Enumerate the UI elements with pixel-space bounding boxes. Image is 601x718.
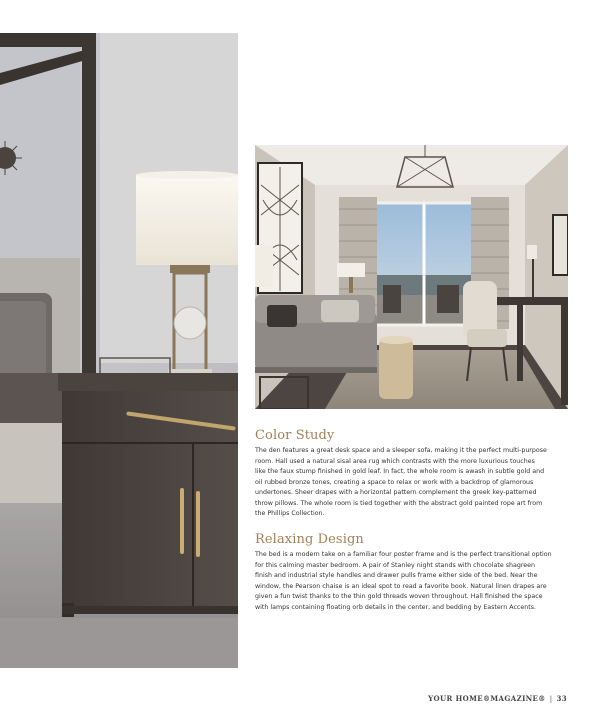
body-line: the Phillips Collection. bbox=[255, 510, 325, 517]
body-line: given a fun twist thanks to the thin gold threads woven throughout. Hall finished the space bbox=[255, 593, 543, 600]
body-line: undertones. Sheer drapes with a horizontal pattern complement the greek key-patterned bbox=[255, 489, 537, 496]
body-line: for this calming master bedroom. A pair of Stanley night stands with chocolate shagreen bbox=[255, 561, 536, 569]
body-line: with lamps containing floating orb details in the center, and bedding by Eastern Accents. bbox=[255, 603, 536, 611]
magazine-name: YOUR HOME®MAGAZINE® bbox=[428, 694, 546, 703]
color-study-section bbox=[255, 428, 568, 520]
footer-separator: | bbox=[549, 695, 553, 703]
body-line: throw pillows. The whole room is tied together with the abstract gold painted rope art from bbox=[255, 499, 543, 507]
section-body bbox=[255, 550, 568, 613]
body-line: The bed is a modern take on a familiar four poster frame and is the perfect transitional option bbox=[255, 551, 552, 558]
section-heading: Color Study bbox=[255, 428, 335, 443]
body-line: room. Hall used a natural sisal area rug which contrasts with the more luxurious touches bbox=[255, 457, 535, 465]
body-line: oil rubbed bronze tones, creating a space to relax or work with a backdrop of glamorous bbox=[255, 478, 534, 486]
bedroom-photo bbox=[0, 33, 238, 668]
body-line: window, the Pearson chaise is an ideal spot to read a favorite book. Natural linen drapes are bbox=[255, 582, 547, 590]
relaxing-design-section bbox=[255, 532, 568, 613]
section-body bbox=[255, 446, 568, 520]
body-line: like the faux stump finished in gold leaf. In fact, the whole room is awash in subtle gold and bbox=[255, 468, 545, 475]
living-room-photo bbox=[255, 145, 568, 409]
body-line: The den features a great desk space and a sleeper sofa, making it the perfect multi-purpose bbox=[255, 447, 547, 454]
page-number: 33 bbox=[556, 694, 567, 703]
page-footer bbox=[428, 694, 567, 703]
section-heading: Relaxing Design bbox=[255, 532, 364, 547]
body-line: finish and industrial style handles and drawer pulls frame either side of the bed. Near the bbox=[255, 572, 538, 579]
